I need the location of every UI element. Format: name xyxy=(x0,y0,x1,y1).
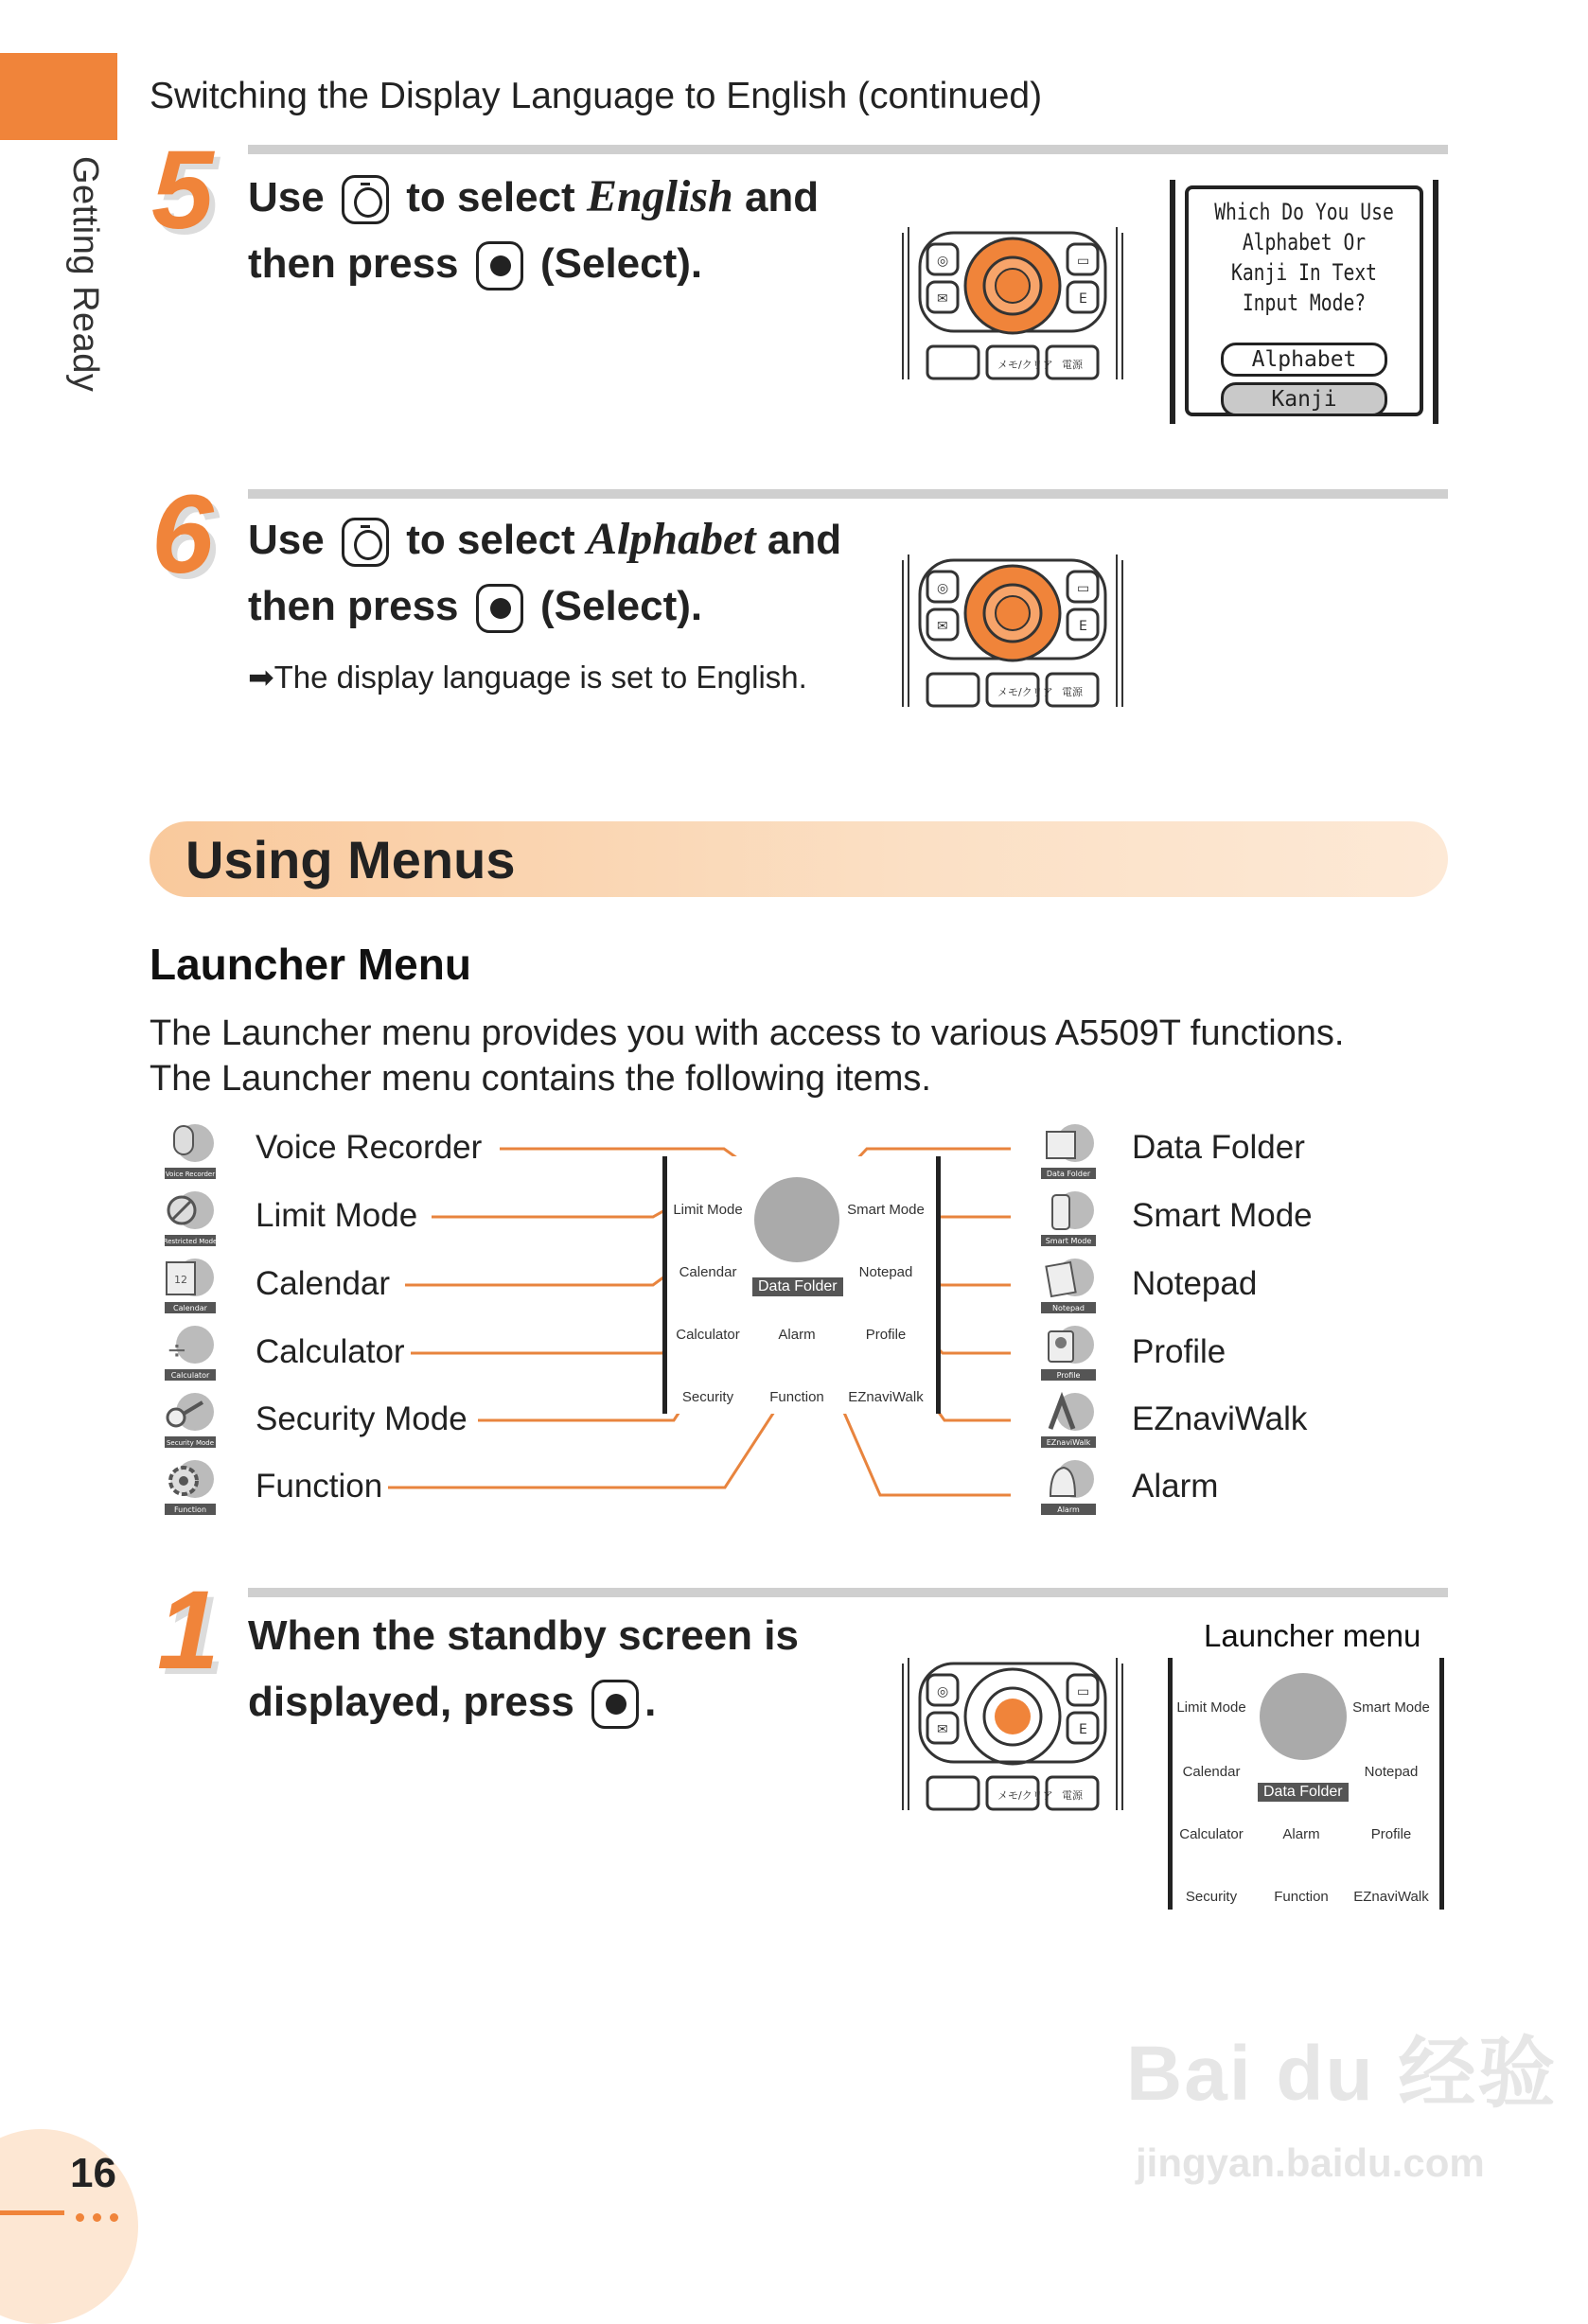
page-number-line xyxy=(0,2210,64,2215)
step1-line1: When the standby screen is xyxy=(248,1612,799,1659)
screen-label: Notepad xyxy=(1364,1764,1419,1780)
step5-line2 xyxy=(248,240,702,290)
center-key-icon xyxy=(591,1680,639,1729)
step6-use: Use xyxy=(248,517,325,563)
svg-text:EZnaviWalk: EZnaviWalk xyxy=(1046,1438,1091,1447)
svg-text:◎: ◎ xyxy=(937,254,949,269)
svg-text:Smart Mode: Smart Mode xyxy=(1045,1237,1092,1245)
screen-label: Function xyxy=(1274,1889,1329,1905)
step1-displayed-press: displayed, press xyxy=(248,1679,574,1725)
microphone-icon xyxy=(157,1120,218,1181)
svg-text:▭: ▭ xyxy=(1077,1684,1090,1699)
svg-text:Alarm: Alarm xyxy=(1057,1505,1080,1514)
dialog-option-kanji[interactable]: Kanji xyxy=(1221,382,1387,416)
section-banner xyxy=(150,821,1448,897)
step5-line1 xyxy=(248,170,819,224)
step5-to-select: to select xyxy=(406,174,575,220)
keypad-illustration xyxy=(899,1654,1126,1817)
screen-label: Limit Mode xyxy=(1176,1699,1246,1716)
svg-text:12: 12 xyxy=(174,1274,187,1286)
keypad-illustration xyxy=(899,551,1126,713)
step6-then-press: then press xyxy=(248,583,459,629)
svg-text:メモ/クリア: メモ/クリア xyxy=(997,1789,1053,1802)
menu-label-notepad: Notepad xyxy=(1132,1265,1258,1302)
key-icon xyxy=(157,1389,218,1450)
screen-label: Profile xyxy=(865,1327,907,1343)
menu-label-calendar: Calendar xyxy=(256,1265,391,1302)
svg-text:メモ/クリア: メモ/クリア xyxy=(997,686,1053,698)
nav-key-icon xyxy=(342,175,389,224)
svg-text:Function: Function xyxy=(173,1505,207,1514)
step1-number: 1 xyxy=(157,1568,220,1693)
svg-text:▭: ▭ xyxy=(1077,254,1090,269)
menu-label-profile: Profile xyxy=(1132,1333,1226,1370)
step5-and: and xyxy=(744,174,820,220)
svg-text:Notepad: Notepad xyxy=(1052,1304,1085,1312)
screen-label: Profile xyxy=(1370,1826,1412,1842)
page-number: 16 xyxy=(70,2150,116,2196)
menu-label-alarm: Alarm xyxy=(1132,1468,1219,1505)
svg-text:Data Folder: Data Folder xyxy=(1046,1170,1091,1178)
svg-text:◎: ◎ xyxy=(937,1684,949,1699)
screen-label: Notepad xyxy=(858,1264,913,1280)
svg-text:Restricted Mode: Restricted Mode xyxy=(163,1238,218,1245)
screen-label: Calculator xyxy=(1179,1826,1244,1842)
step5-then-press: then press xyxy=(248,240,459,287)
nav-key-icon xyxy=(342,518,389,567)
page-number-background xyxy=(0,2129,138,2324)
screen-focus-label: Data Folder xyxy=(752,1277,843,1296)
step6-line1 xyxy=(248,513,841,567)
data-folder-icon xyxy=(754,1177,839,1262)
screen-label: Calculator xyxy=(676,1327,740,1343)
step6-item: Alphabet xyxy=(586,514,756,564)
screen-label: Calendar xyxy=(1182,1764,1241,1780)
launcher-screen-diagram xyxy=(662,1156,941,1414)
screen-label: Function xyxy=(769,1389,824,1405)
svg-text:÷: ÷ xyxy=(167,1336,187,1364)
screen-label: Smart Mode xyxy=(1352,1699,1430,1716)
keypad-illustration xyxy=(899,223,1126,386)
screen-focus-label: Data Folder xyxy=(1258,1783,1349,1802)
svg-text:▭: ▭ xyxy=(1077,581,1090,596)
step5-use: Use xyxy=(248,174,325,220)
menu-label-smart-mode: Smart Mode xyxy=(1132,1197,1313,1234)
calculator-icon xyxy=(157,1322,218,1382)
svg-text:Calendar: Calendar xyxy=(173,1304,207,1312)
side-tab-label: Getting Ready xyxy=(65,156,105,393)
svg-text:メモ/クリア: メモ/クリア xyxy=(997,359,1053,371)
screen-label: Alarm xyxy=(778,1327,816,1343)
screen-label: Limit Mode xyxy=(673,1202,743,1218)
svg-text:電源: 電源 xyxy=(1062,686,1083,698)
data-folder-icon xyxy=(1260,1673,1347,1760)
step1-rule xyxy=(248,1588,1448,1597)
step6-select: (Select). xyxy=(539,583,703,629)
launcher-menu-screen xyxy=(1168,1658,1444,1910)
side-tab-marker xyxy=(0,53,117,140)
gear-icon xyxy=(157,1456,218,1517)
screen-label: Alarm xyxy=(1282,1826,1320,1842)
dialog-frame xyxy=(1185,185,1423,416)
folder-icon xyxy=(1037,1120,1098,1181)
screen-label: EZnaviWalk xyxy=(848,1389,924,1405)
svg-text:✉: ✉ xyxy=(937,291,948,307)
svg-text:Profile: Profile xyxy=(1056,1371,1081,1380)
alarm-icon xyxy=(1037,1456,1098,1517)
step1-line2 xyxy=(248,1679,656,1729)
menu-label-data-folder: Data Folder xyxy=(1132,1129,1305,1166)
center-key-icon xyxy=(476,584,523,633)
step5-number: 5 xyxy=(151,128,214,253)
step6-result: ➡The display language is set to English. xyxy=(248,660,807,695)
watermark-logo: Bai du 经验 xyxy=(1126,2031,1558,2117)
language-dialog-screen xyxy=(1170,180,1438,424)
screen-label: Security xyxy=(681,1389,734,1405)
step6-and: and xyxy=(767,517,842,563)
right-menu-icons xyxy=(1037,1120,1098,1517)
step5-item: English xyxy=(586,171,733,221)
svg-text:◎: ◎ xyxy=(937,581,949,596)
page-header: Switching the Display Language to English (continued) xyxy=(150,76,1043,116)
step5-select: (Select). xyxy=(539,240,703,287)
svg-text:E: E xyxy=(1079,619,1087,634)
smart-mode-icon xyxy=(1037,1188,1098,1248)
screen-label: Security xyxy=(1185,1889,1238,1905)
menu-label-security-mode: Security Mode xyxy=(256,1400,468,1437)
step6-to-select: to select xyxy=(406,517,575,563)
menu-label-eznaviwalk: EZnaviWalk xyxy=(1132,1400,1308,1437)
screen-label: EZnaviWalk xyxy=(1353,1889,1429,1905)
screen-label: Smart Mode xyxy=(847,1202,925,1218)
svg-text:Voice Recorder: Voice Recorder xyxy=(165,1171,216,1178)
launcher-menu-caption: Launcher menu xyxy=(1204,1618,1421,1653)
menu-label-limit-mode: Limit Mode xyxy=(256,1197,418,1234)
menu-label-function: Function xyxy=(256,1468,383,1505)
svg-text:E: E xyxy=(1079,1722,1087,1737)
dialog-question: Which Do You Use Alphabet Or Kanji In Text Input Mode? xyxy=(1214,199,1394,316)
navi-icon xyxy=(1037,1389,1098,1450)
svg-text:電源: 電源 xyxy=(1062,359,1083,371)
step6-rule xyxy=(248,489,1448,499)
svg-text:✉: ✉ xyxy=(937,1722,948,1737)
page-number-dots xyxy=(76,2210,127,2227)
intro-paragraph xyxy=(150,1011,1344,1101)
step5-rule xyxy=(248,145,1448,154)
watermark-url: jingyan.baidu.com xyxy=(1136,2140,1485,2185)
svg-text:電源: 電源 xyxy=(1062,1789,1083,1802)
screen-label: Calendar xyxy=(679,1264,737,1280)
profile-icon xyxy=(1037,1322,1098,1382)
step6-number: 6 xyxy=(151,472,214,597)
svg-text:Security Mode: Security Mode xyxy=(166,1439,215,1447)
svg-text:Calculator: Calculator xyxy=(170,1371,210,1380)
menu-label-calculator: Calculator xyxy=(256,1333,405,1370)
intro-line-2: The Launcher menu contains the following items. xyxy=(150,1059,931,1099)
restricted-icon xyxy=(157,1188,218,1248)
notepad-icon xyxy=(1037,1255,1098,1315)
section-title: Using Menus xyxy=(185,830,516,889)
intro-line-1: The Launcher menu provides you with access to various A5509T functions. xyxy=(150,1013,1345,1053)
subsection-title: Launcher Menu xyxy=(150,940,471,989)
left-menu-icons xyxy=(157,1120,218,1517)
center-key-icon xyxy=(476,241,523,290)
svg-text:E: E xyxy=(1079,291,1087,307)
calendar-icon xyxy=(157,1255,218,1315)
svg-text:✉: ✉ xyxy=(937,619,948,634)
dialog-option-alphabet[interactable]: Alphabet xyxy=(1221,343,1387,377)
step1-period: . xyxy=(644,1679,657,1725)
step6-line2 xyxy=(248,583,702,633)
menu-label-voice-recorder: Voice Recorder xyxy=(256,1129,483,1166)
